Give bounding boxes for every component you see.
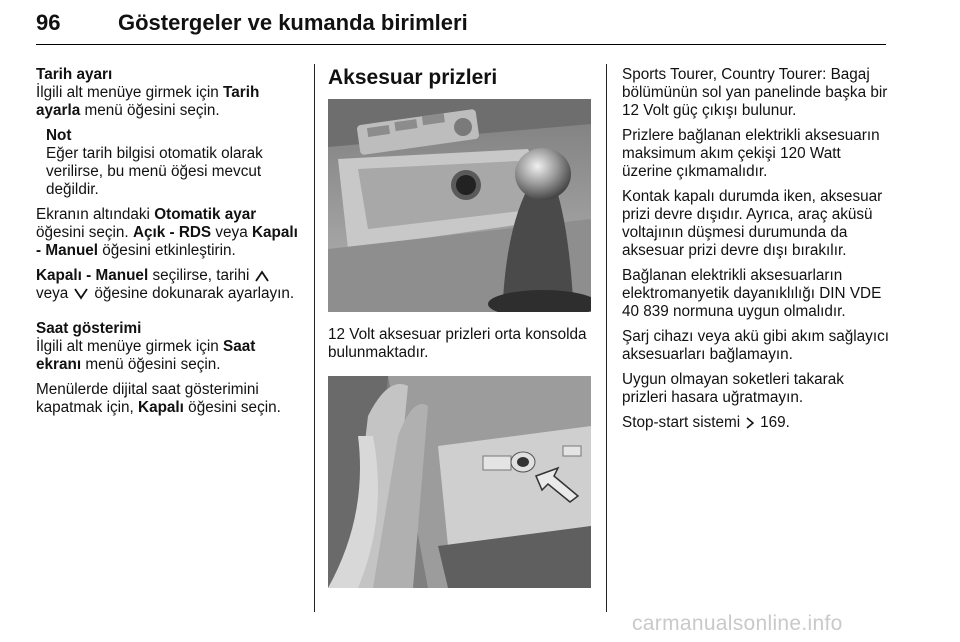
page-reference-link[interactable]: 169. — [760, 414, 790, 431]
chevron-down-icon — [73, 287, 89, 301]
note-title: Not — [46, 127, 72, 144]
text: İlgili alt menüye girmek için — [36, 338, 224, 355]
chapter-title: Göstergeler ve kumanda birimleri — [118, 10, 468, 35]
text: öğesini etkinleştirin. — [98, 242, 236, 259]
text: Menülerde dijital saat gösterimini kapatmak için, — [36, 381, 259, 416]
page-reference-icon — [745, 416, 755, 430]
menu-item-clock-display: Saat ekranı — [36, 338, 256, 373]
text: İlgili alt menüye girmek için — [36, 84, 224, 101]
note-text: Eğer tarih bilgisi otomatik olarak verilirse, bu menü öğesi mevcut değildir. — [46, 145, 263, 198]
paragraph-max-current: Prizlere bağlanan elektrikli aksesuarın maksimum akım çekişi 120 Watt üzerine çıkmamalıdır. — [622, 127, 880, 180]
text: menü öğesini seçin. — [81, 356, 221, 373]
paragraph-no-chargers: Şarj cihazı veya akü gibi akım sağlayıcı aksesuarları bağlamayın. — [622, 328, 889, 363]
text: öğesini seçin. — [36, 224, 133, 241]
column-left — [36, 66, 304, 424]
header-rule — [36, 44, 886, 45]
column-divider-1 — [314, 64, 315, 612]
clock-paragraph-2 — [36, 381, 304, 417]
column-divider-2 — [606, 64, 607, 612]
option-on-rds: Açık - RDS — [132, 224, 212, 241]
chevron-up-icon — [254, 269, 270, 283]
note-box — [46, 127, 304, 199]
date-paragraph-2 — [36, 206, 304, 260]
text: öğesini seçin. — [183, 399, 281, 416]
option-off: Kapalı — [138, 399, 184, 416]
page-number: 96 — [36, 10, 61, 35]
date-paragraph-3 — [36, 267, 304, 303]
date-heading: Tarih ayarı — [36, 66, 113, 83]
date-paragraph-1 — [36, 84, 304, 120]
option-off-manual: Kapalı - Manuel — [36, 224, 298, 259]
menu-item-auto-set: Otomatik ayar — [154, 206, 257, 223]
text: seçilirse, tarihi — [148, 267, 250, 284]
option-off-manual-2: Kapalı - Manuel — [36, 267, 149, 284]
text: öğesine dokunarak ayarlayın. — [94, 285, 295, 302]
column-middle — [328, 66, 596, 588]
paragraph-unsuitable-plugs: Uygun olmayan soketleri takarak prizleri hasara uğratmayın. — [622, 371, 844, 406]
paragraph-emc: Bağlanan elektrikli aksesuarların elektromanyetik dayanıklılığı DIN VDE 40 839 normuna uygun olmalıdır. — [622, 267, 882, 320]
paragraph-stop-start — [622, 414, 892, 432]
trunk-socket-illustration — [328, 376, 591, 588]
section-heading: Aksesuar prizleri — [328, 66, 498, 89]
text: menü öğesini seçin. — [80, 102, 220, 119]
page-header — [36, 6, 886, 46]
text: Ekranın altındaki — [36, 206, 155, 223]
paragraph-trunk-socket: Sports Tourer, Country Tourer: Bagaj bölümünün sol yan panelinde başka bir 12 Volt güç çıkışı bulunur. — [622, 66, 888, 119]
menu-item-date-set: Tarih ayarla — [36, 84, 260, 119]
console-socket-photo — [328, 99, 591, 312]
text: veya — [36, 285, 69, 302]
clock-heading: Saat gösterimi — [36, 320, 142, 337]
text: veya — [211, 224, 252, 241]
trunk-socket-photo — [328, 376, 591, 588]
console-socket-illustration — [328, 99, 591, 312]
column-right — [622, 66, 892, 439]
text: Stop-start sistemi — [622, 414, 741, 431]
paragraph-ignition-off: Kontak kapalı durumda iken, aksesuar prizi devre dışıdır. Ayrıca, araç aküsü voltajının düşmesi durumunda da aksesuar prizi devre dışı bırakılır. — [622, 188, 883, 259]
watermark: carmanualsonline.info — [632, 612, 843, 635]
clock-paragraph-1 — [36, 338, 304, 374]
console-caption: 12 Volt aksesuar prizleri orta konsolda bulunmaktadır. — [328, 326, 587, 361]
